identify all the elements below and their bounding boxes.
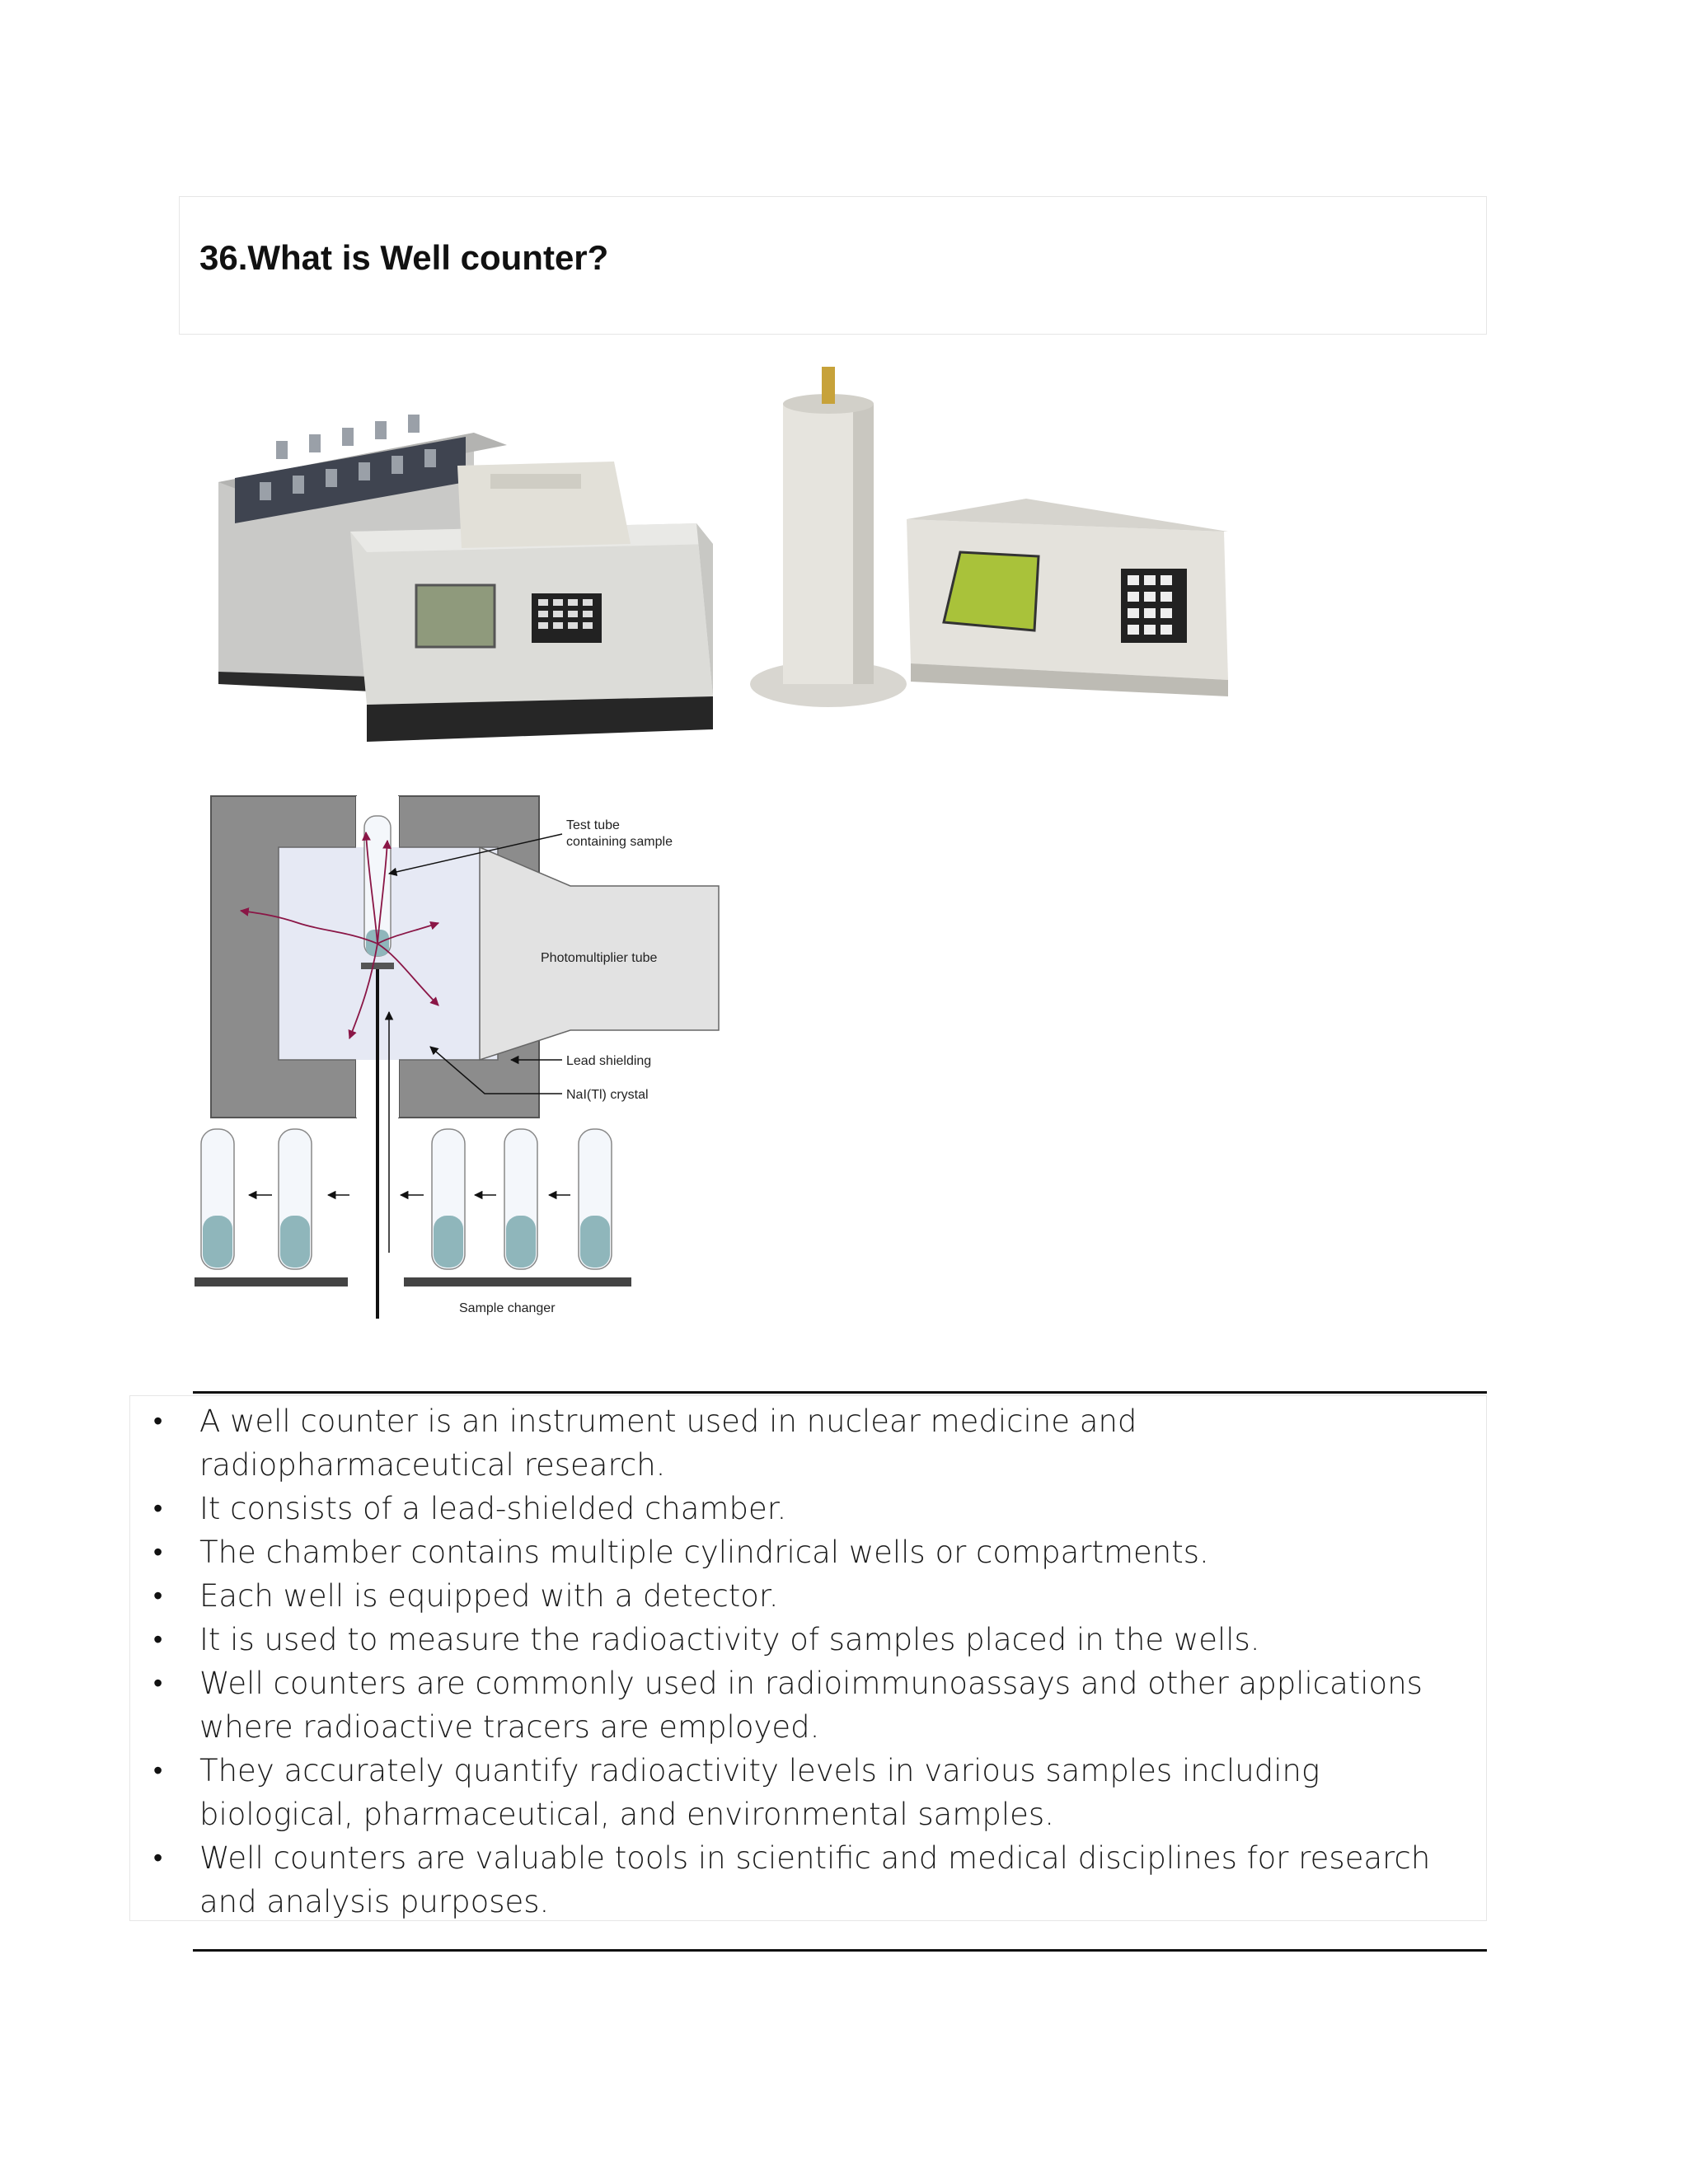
top-rule (193, 1391, 1487, 1394)
list-item: • Each well is equipped with a detector. (199, 1574, 1461, 1618)
list-item: • It consists of a lead-shielded chamber. (199, 1487, 1461, 1530)
list-item: • A well counter is an instrument used in nuclear medicine and radiopharmaceutical research. (199, 1399, 1461, 1487)
bottom-rule (193, 1949, 1487, 1952)
label-test-tube: Test tube (566, 818, 620, 832)
list-item: • Well counters are valuable tools in scientific and medical disciplines for research and analysis purposes. (199, 1836, 1461, 1924)
label-containing-sample: containing sample (566, 835, 673, 849)
list-item: • Well counters are commonly used in radioimmunoassays and other applications where radioactive tracers are employed. (199, 1661, 1461, 1749)
list-item: • It is used to measure the radioactivity of samples placed in the wells. (199, 1618, 1461, 1661)
label-photomultiplier-tube: Photomultiplier tube (541, 951, 658, 965)
label-sample-changer: Sample changer (459, 1301, 556, 1315)
list-item: • The chamber contains multiple cylindrical wells or compartments. (199, 1530, 1461, 1574)
facts-box (129, 1395, 1487, 1921)
question-title: 36.What is Well counter? (199, 238, 609, 277)
well-counter-photo (202, 367, 1245, 754)
well-counter-diagram (191, 791, 735, 1323)
list-item: • They accurately quantify radioactivity levels in various samples including biological, pharmaceutical, and environmental samples. (199, 1749, 1461, 1836)
question-header (179, 196, 1487, 335)
label-lead-shielding: Lead shielding (566, 1054, 652, 1068)
label-crystal: NaI(Tl) crystal (566, 1088, 649, 1102)
facts-list (199, 1399, 1461, 1924)
